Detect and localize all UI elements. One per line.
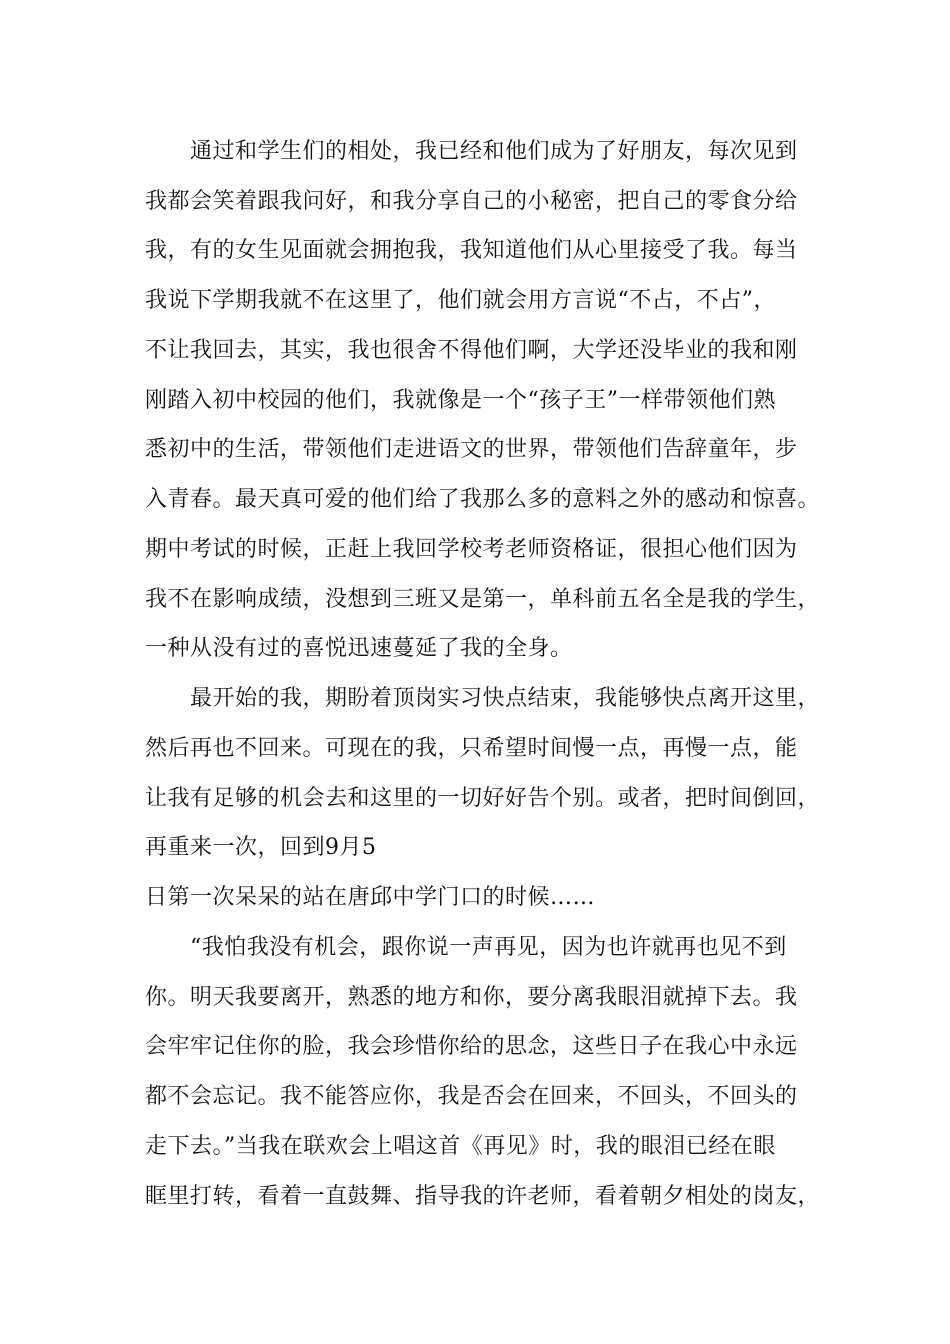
text-line: 会牢牢记住你的脸，我会珍惜你给的思念，这些日子在我心中永远: [145, 1034, 798, 1059]
text-line: 通过和学生们的相处，我已经和他们成为了好朋友，每次见到: [145, 139, 798, 164]
text-line: 走下去。”当我在联欢会上唱这首《再见》时，我的眼泪已经在眼: [145, 1134, 776, 1159]
text-line: 眶里打转，看着一直鼓舞、指导我的许老师，看着朝夕相处的岗友，: [145, 1184, 821, 1209]
text-line: 期中考试的时候，正赶上我回学校考老师资格证，很担心他们因为: [145, 537, 798, 562]
text-line: 刚踏入初中校园的他们，我就像是一个“孩子王”一样带领他们熟: [145, 388, 776, 413]
text-line: “我怕我没有机会，跟你说一声再见，因为也许就再也见不到: [145, 935, 787, 960]
text-line: 我不在影响成绩，没想到三班又是第一，单科前五名全是我的学生，: [145, 587, 821, 612]
text-line: 日第一次呆呆的站在唐邱中学门口的时候……: [145, 885, 596, 910]
text-line: 然后再也不回来。可现在的我，只希望时间慢一点，再慢一点，能: [145, 736, 798, 761]
text-line: 最开始的我，期盼着顶岗实习快点结束，我能够快点离开这里，: [145, 686, 821, 711]
text-line: 悉初中的生活，带领他们走进语文的世界，带领他们告辞童年，步: [145, 437, 798, 462]
text-line: 你。明天我要离开，熟悉的地方和你，要分离我眼泪就掉下去。我: [145, 985, 798, 1010]
text-line: 我都会笑着跟我问好，和我分享自己的小秘密，把自己的零食分给: [145, 189, 798, 214]
text-line: 再重来一次，回到9月5: [145, 835, 377, 860]
text-line: 都不会忘记。我不能答应你，我是否会在回来，不回头，不回头的: [145, 1084, 798, 1109]
text-line: 我，有的女生见面就会拥抱我，我知道他们从心里接受了我。每当: [145, 238, 798, 263]
text-line: 不让我回去，其实，我也很舍不得他们啊，大学还没毕业的我和刚: [145, 338, 798, 363]
text-line: 我说下学期我就不在这里了，他们就会用方言说“不占，不占”，: [145, 288, 776, 313]
text-line: 入青春。最天真可爱的他们给了我那么多的意料之外的感动和惊喜。: [145, 487, 821, 512]
text-line: 一种从没有过的喜悦迅速蔓延了我的全身。: [145, 636, 573, 661]
text-line: 让我有足够的机会去和这里的一切好好告个别。或者，把时间倒回，: [145, 786, 821, 811]
